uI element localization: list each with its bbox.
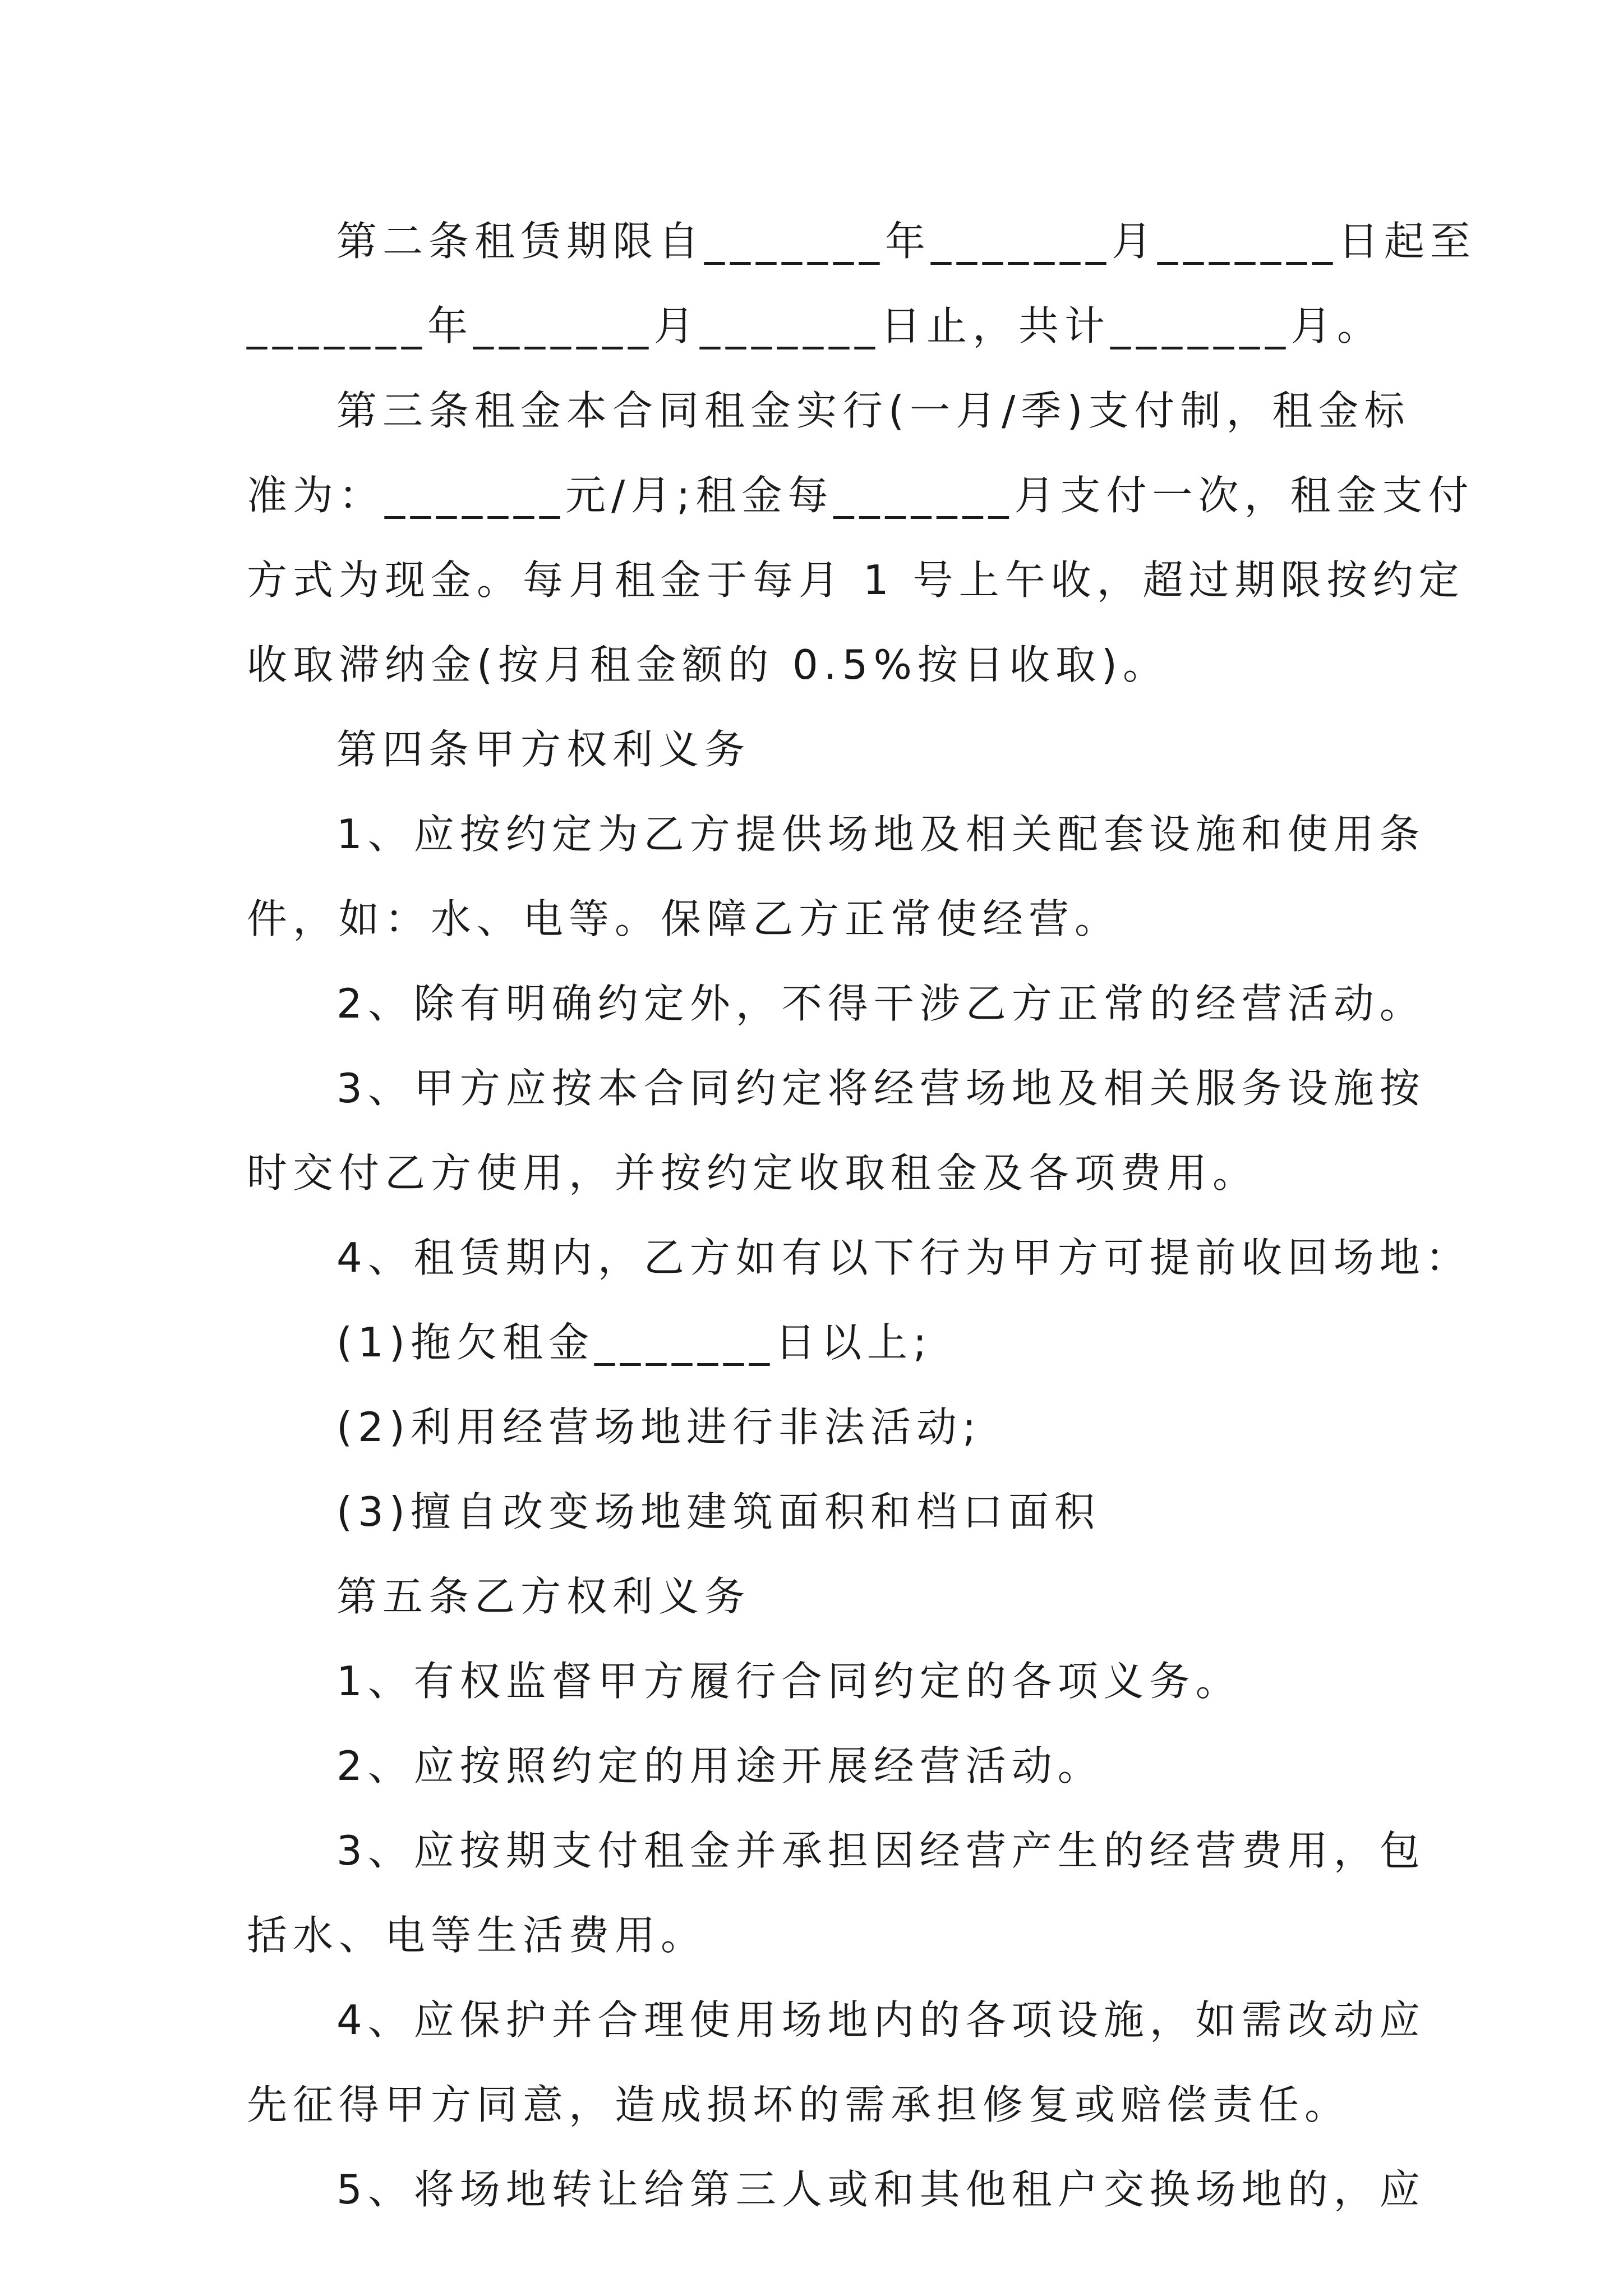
text-line: 准为：_______元/月;租金每_______月支付一次，租金支付 <box>247 472 1474 519</box>
text-line: 件，如：水、电等。保障乙方正常使经营。 <box>247 895 1121 942</box>
section-heading: 第四条甲方权利义务 <box>336 726 751 773</box>
text-line: 5、将场地转让给第三人或和其他租户交换场地的，应 <box>336 2166 1426 2213</box>
section-heading: 第五条乙方权利义务 <box>336 1573 751 1620</box>
contract-text <box>247 199 1477 2232</box>
text-line: 2、除有明确约定外，不得干涉乙方正常的经营活动。 <box>336 980 1426 1027</box>
text-line: 1、应按约定为乙方提供场地及相关配套设施和使用条 <box>336 811 1426 858</box>
text-line: 3、应按期支付租金并承担因经营产生的经营费用，包 <box>336 1827 1426 1874</box>
text-line: (1)拖欠租金_______日以上; <box>336 1319 933 1366</box>
text-line: 先征得甲方同意，造成损坏的需承担修复或赔偿责任。 <box>247 2081 1351 2128</box>
text-line: 方式为现金。每月租金于每月 1 号上午收，超过期限按约定 <box>247 556 1465 604</box>
text-line: (2)利用经营场地进行非法活动; <box>336 1404 982 1451</box>
text-line: (3)擅自改变场地建筑面积和档口面积 <box>336 1488 1100 1535</box>
text-line: 1、有权监督甲方履行合同约定的各项义务。 <box>336 1658 1242 1705</box>
text-line: 第三条租金本合同租金实行(一月/季)支付制，租金标 <box>336 387 1410 434</box>
text-line: 收取滞纳金(按月租金额的 0.5%按日收取)。 <box>247 641 1169 688</box>
text-line: 2、应按照约定的用途开展经营活动。 <box>336 1742 1104 1789</box>
text-line: 第二条租赁期限自_______年_______月_______日起至 <box>336 218 1477 265</box>
text-line: _______年_______月_______日止，共计_______月。 <box>247 302 1384 349</box>
text-line: 括水、电等生活费用。 <box>247 1912 707 1959</box>
text-line: 4、应保护并合理使用场地内的各项设施，如需改动应 <box>336 1996 1426 2044</box>
text-line: 时交付乙方使用，并按约定收取租金及各项费用。 <box>247 1149 1259 1197</box>
text-line: 3、甲方应按本合同约定将经营场地及相关服务设施按 <box>336 1065 1426 1112</box>
text-line: 4、租赁期内，乙方如有以下行为甲方可提前收回场地： <box>336 1234 1472 1281</box>
